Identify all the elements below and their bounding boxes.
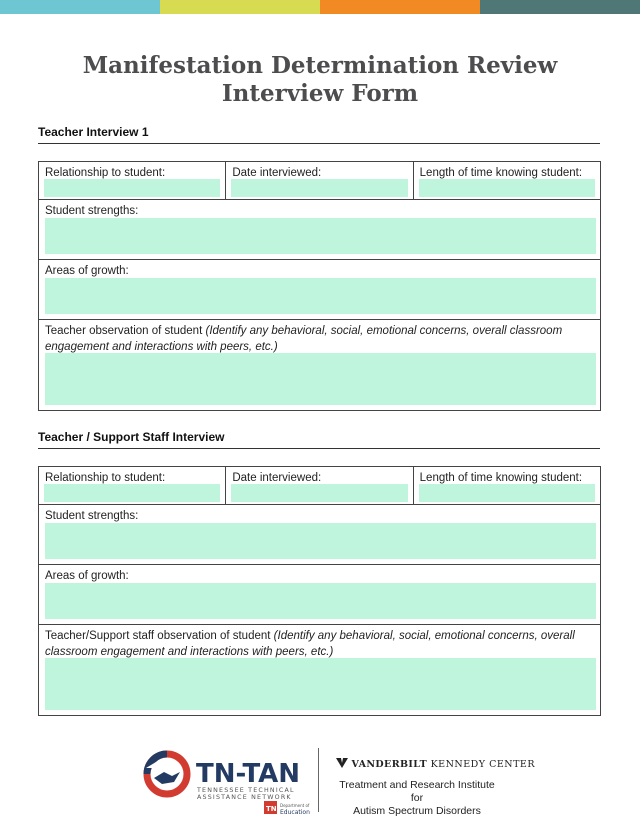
title-line-1: Manifestation Determination Review <box>82 52 558 79</box>
relationship-label: Relationship to student: <box>45 167 166 179</box>
tn-badge-text: TN <box>266 805 277 813</box>
treat-line-1: Treatment and Research Institute for <box>339 779 495 804</box>
stripe-slate <box>480 0 640 14</box>
title-line-2: Interview Form <box>221 80 419 107</box>
growth-field[interactable] <box>45 583 596 619</box>
tn-edu-text: Education <box>280 809 310 816</box>
strengths-row <box>39 200 600 260</box>
length-label: Length of time knowing student: <box>419 472 583 484</box>
date-cell <box>226 467 413 504</box>
color-stripe <box>0 0 640 14</box>
info-row <box>39 162 600 200</box>
strengths-label: Student strengths: <box>45 510 139 522</box>
date-cell <box>226 162 413 199</box>
logo-subtitle-2: ASSISTANCE NETWORK <box>197 794 292 801</box>
relationship-cell <box>39 162 226 199</box>
logo-subtitle-1: TENNESSEE TECHNICAL <box>197 787 295 794</box>
stripe-orange <box>320 0 480 14</box>
relationship-field[interactable] <box>44 484 220 502</box>
observation-field[interactable] <box>45 353 596 405</box>
vkc-rest: KENNEDY CENTER <box>427 759 536 770</box>
observation-label <box>39 320 600 355</box>
growth-row <box>39 260 600 320</box>
tn-tan-emblem-icon <box>146 754 187 794</box>
observation-hint: (Identify any behavioral, social, emotional concerns, overall classroom engagement and interactions with peers, etc.) <box>45 325 563 353</box>
date-field[interactable] <box>231 179 407 197</box>
vanderbilt-kennedy-center <box>336 758 535 770</box>
date-field[interactable] <box>231 484 407 502</box>
info-row <box>39 467 600 505</box>
vanderbilt-v-icon <box>336 758 348 768</box>
page-title <box>0 52 640 108</box>
section-heading-teacher-1: Teacher Interview 1 <box>38 125 600 144</box>
length-cell <box>414 467 600 504</box>
length-field[interactable] <box>419 484 595 502</box>
support-staff-interview-form <box>38 466 601 716</box>
footer-divider <box>318 748 319 812</box>
observation-title: Teacher/Support staff observation of student <box>45 630 271 642</box>
section-heading-teacher-support: Teacher / Support Staff Interview <box>38 430 600 449</box>
stripe-yellow <box>160 0 320 14</box>
growth-row <box>39 565 600 625</box>
tn-tan-logo <box>140 748 310 818</box>
observation-field[interactable] <box>45 658 596 710</box>
treat-line-2: Autism Spectrum Disorders <box>353 805 481 817</box>
relationship-field[interactable] <box>44 179 220 197</box>
date-label: Date interviewed: <box>232 167 322 179</box>
length-cell <box>414 162 600 199</box>
treatment-institute-text <box>332 779 502 818</box>
relationship-cell <box>39 467 226 504</box>
stripe-teal <box>0 0 160 14</box>
length-field[interactable] <box>419 179 595 197</box>
teacher-interview-1-form <box>38 161 601 411</box>
date-label: Date interviewed: <box>232 472 322 484</box>
observation-title: Teacher observation of student <box>45 325 203 337</box>
observation-label <box>39 625 600 660</box>
strengths-field[interactable] <box>45 523 596 559</box>
observation-hint: (Identify any behavioral, social, emotional concerns, overall classroom engagement and interactions with peers, etc.) <box>45 630 575 658</box>
observation-row <box>39 320 600 410</box>
length-label: Length of time knowing student: <box>419 167 583 179</box>
strengths-label: Student strengths: <box>45 205 139 217</box>
strengths-field[interactable] <box>45 218 596 254</box>
logo-wordmark: TN-TAN <box>196 759 301 789</box>
growth-field[interactable] <box>45 278 596 314</box>
tn-dept-text: Department of <box>280 803 310 808</box>
vkc-bold: VANDERBILT <box>351 759 428 770</box>
observation-row <box>39 625 600 715</box>
relationship-label: Relationship to student: <box>45 472 166 484</box>
strengths-row <box>39 505 600 565</box>
growth-label: Areas of growth: <box>45 265 129 277</box>
growth-label: Areas of growth: <box>45 570 129 582</box>
